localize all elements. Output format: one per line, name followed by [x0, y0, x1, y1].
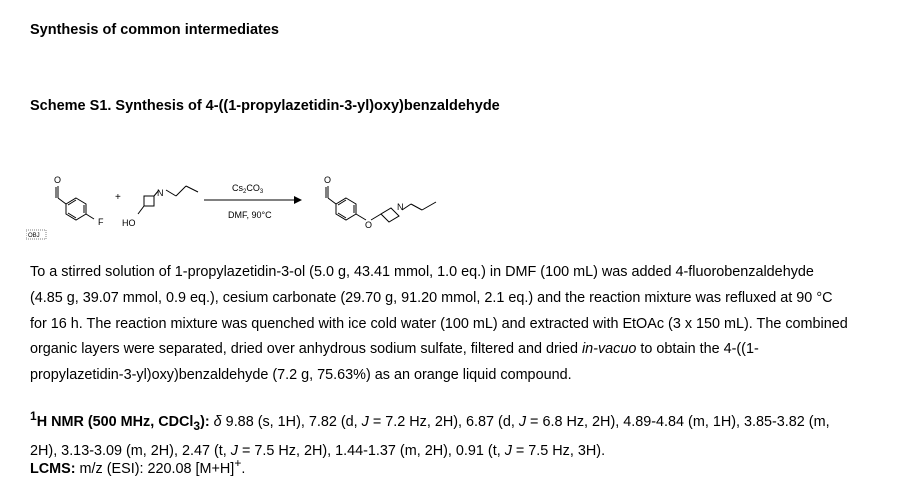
atom-F-label: F	[98, 217, 104, 227]
atom-O-label: O	[54, 175, 62, 185]
fluorobenzaldehyde-structure	[56, 186, 94, 220]
atom-N-label: N	[157, 188, 164, 198]
product-ether-O-label: O	[365, 220, 373, 230]
reaction-scheme	[26, 168, 506, 246]
procedure-paragraph	[30, 260, 868, 389]
atom-HO-label: HO	[122, 218, 136, 228]
procedure-line: organic layers were separated, dried over anhydrous sodium sulfate, filtered and dried in-vacuo to obtain the 4-((1-	[30, 341, 759, 358]
nmr-line: 2H), 3.13-3.09 (m, 2H), 2.47 (t, J = 7.5 Hz, 2H), 1.44-1.37 (m, 2H), 0.91 (t, J = 7.5 Hz, 3H).	[30, 443, 606, 460]
nmr-line: $^1$H NMR (500 MHz, CDCl$_3$): δ 9.88 (s, 1H), 7.82 (d, J = 7.2 Hz, 2H), 6.87 (d, J = 6.8 Hz, 2H), 4.89-4.84 (m, 1H), 3.85-3.82 (m,	[30, 409, 830, 433]
procedure-line: propylazetidin-3-yl)oxy)benzaldehyde (7.2 g, 75.63%) as an orange liquid compound.	[30, 367, 572, 384]
obj-tag: OBJ	[28, 233, 40, 239]
scheme-title: Scheme S1. Synthesis of 4-((1-propylazetidin-3-yl)oxy)benzaldehyde	[30, 98, 500, 114]
procedure-line: for 16 h. The reaction mixture was quenched with ice cold water (100 mL) and extracted with EtOAc (3 x 150 mL). The combined	[30, 315, 848, 332]
plus-sign: +	[115, 192, 121, 203]
procedure-line: To a stirred solution of 1-propylazetidin-3-ol (5.0 g, 43.41 mmol, 1.0 eq.) in DMF (100 mL) was added 4-fluorobenzaldehyde	[30, 264, 814, 280]
reagent-bottom-label: DMF, 90°C	[228, 210, 272, 220]
reagent-top-label: $Cs_2CO_3$	[232, 183, 264, 195]
lcms-data: LCMS: m/z (ESI): 220.08 [M+H]+.	[30, 456, 246, 477]
azetidinol-structure	[138, 186, 198, 214]
section-heading: Synthesis of common intermediates	[30, 22, 279, 38]
product-atom-O-label: O	[324, 175, 332, 185]
product-atom-N-label: N	[397, 202, 404, 212]
product-structure	[326, 186, 436, 222]
procedure-line: (4.85 g, 39.07 mmol, 0.9 eq.), cesium carbonate (29.70 g, 91.20 mmol, 2.1 eq.) and the reaction mixture was refluxed at 90 °C	[30, 289, 833, 306]
